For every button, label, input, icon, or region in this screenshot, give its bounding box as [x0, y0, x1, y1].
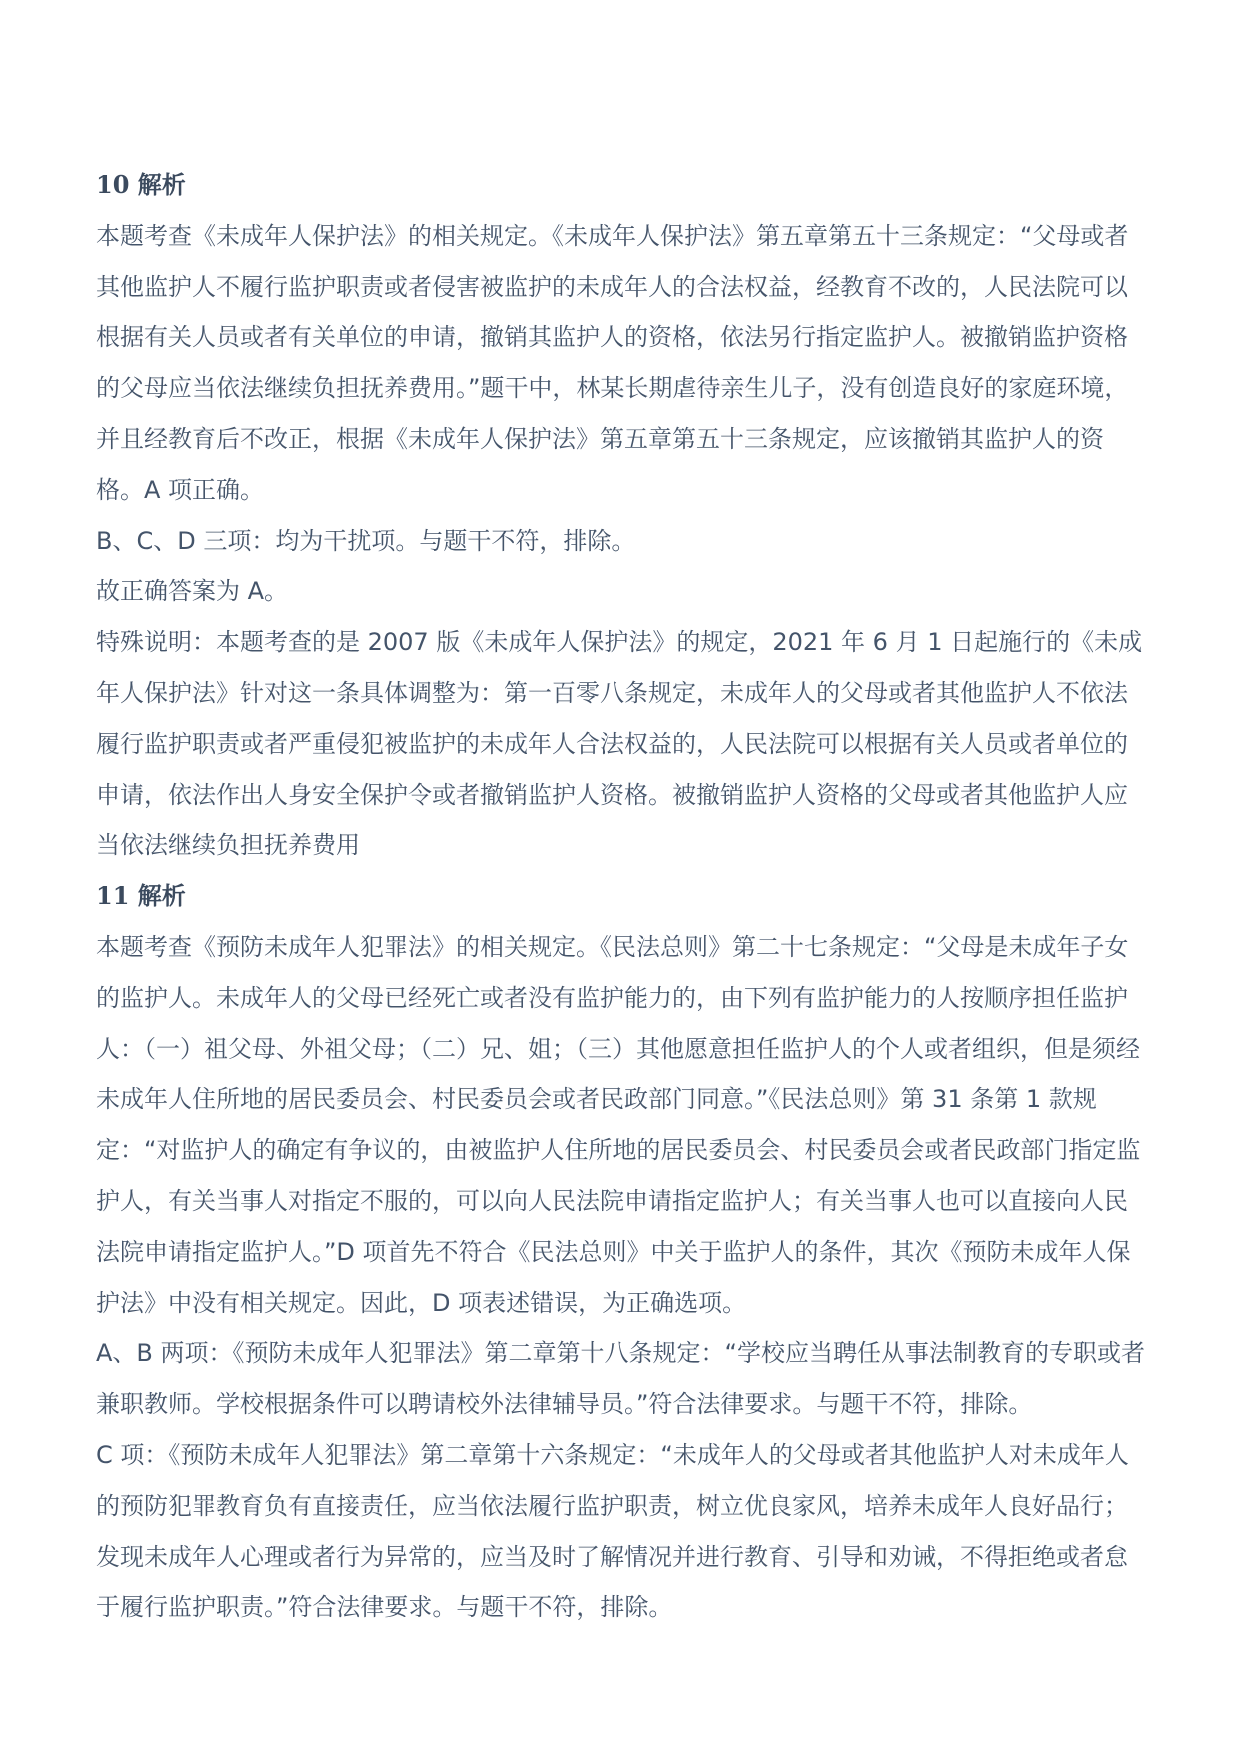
section-heading: 11 解析 — [96, 881, 186, 911]
section-heading: 10 解析 — [96, 170, 186, 199]
document-page — [96, 160, 1146, 1633]
paragraph: 特殊说明：本题考查的是 2007 版《未成年人保护法》的规定，2021 年 6 月 1 日起施行的《未成年人保护法》针对这一条具体调整为：第一百零八条规定，未成年人的父母或者其他监护人不依法履行监护职责或者严重侵犯被监护的未成年人合法权益的，人民法院可以根据有关人员或者单位的申请，依法作出人身安全保护令或者撤销监护人资格。被撤销监护人资格的父母或者其他监护人应当依法继续负担抚养费用 — [96, 628, 1143, 860]
paragraph: 本题考查《预防未成年人犯罪法》的相关规定。《民法总则》第二十七条规定：“父母是未成年子女的监护人。未成年人的父母已经死亡或者没有监护能力的，由下列有监护能力的人按顺序担任监护人：（一）祖父母、外祖父母；（二）兄、姐；（三）其他愿意担任监护人的个人或者组织，但是须经未成年人住所地的居民委员会、村民委员会或者民政部门同意。”《民法总则》第 31 条第 1 款规定：“对监护人的确定有争议的，由被监护人住所地的居民委员会、村民委员会或者民政部门指定监护人，有关当事人对指定不服的，可以向人民法院申请指定监护人；有关当事人也可以直接向人民法院申请指定监护人。”D 项首先不符合《民法总则》中关于监护人的条件，其次《预防未成年人保护法》中没有相关规定。因此，D 项表述错误，为正确选项。 — [96, 932, 1141, 1317]
section-11 — [96, 871, 1146, 1633]
paragraph: A、B 两项：《预防未成年人犯罪法》第二章第十八条规定：“学校应当聘任从事法制教育的专职或者兼职教师。学校根据条件可以聘请校外法律辅导员。”符合法律要求。与题干不符，排除。 — [96, 1339, 1145, 1419]
paragraph: 故正确答案为 A。 — [96, 577, 289, 606]
paragraph: 本题考查《未成年人保护法》的相关规定。《未成年人保护法》第五章第五十三条规定：“父母或者其他监护人不履行监护职责或者侵害被监护的未成年人的合法权益，经教育不改的，人民法院可以根据有关人员或者有关单位的申请，撤销其监护人的资格，依法另行指定监护人。被撤销监护资格的父母应当依法继续负担抚养费用。”题干中，林某长期虐待亲生儿子，没有创造良好的家庭环境，并且经教育后不改正，根据《未成年人保护法》第五章第五十三条规定，应该撤销其监护人的资格。A 项正确。 — [96, 221, 1129, 504]
paragraph: C 项：《预防未成年人犯罪法》第二章第十六条规定：“未成年人的父母或者其他监护人对未成年人的预防犯罪教育负有直接责任，应当依法履行监护职责，树立优良家风，培养未成年人良好品行；发现未成年人心理或者行为异常的，应当及时了解情况并进行教育、引导和劝诫，不得拒绝或者怠于履行监护职责。”符合法律要求。与题干不符，排除。 — [96, 1440, 1129, 1622]
section-10 — [96, 160, 1146, 871]
paragraph: B、C、D 三项：均为干扰项。与题干不符，排除。 — [96, 526, 636, 555]
